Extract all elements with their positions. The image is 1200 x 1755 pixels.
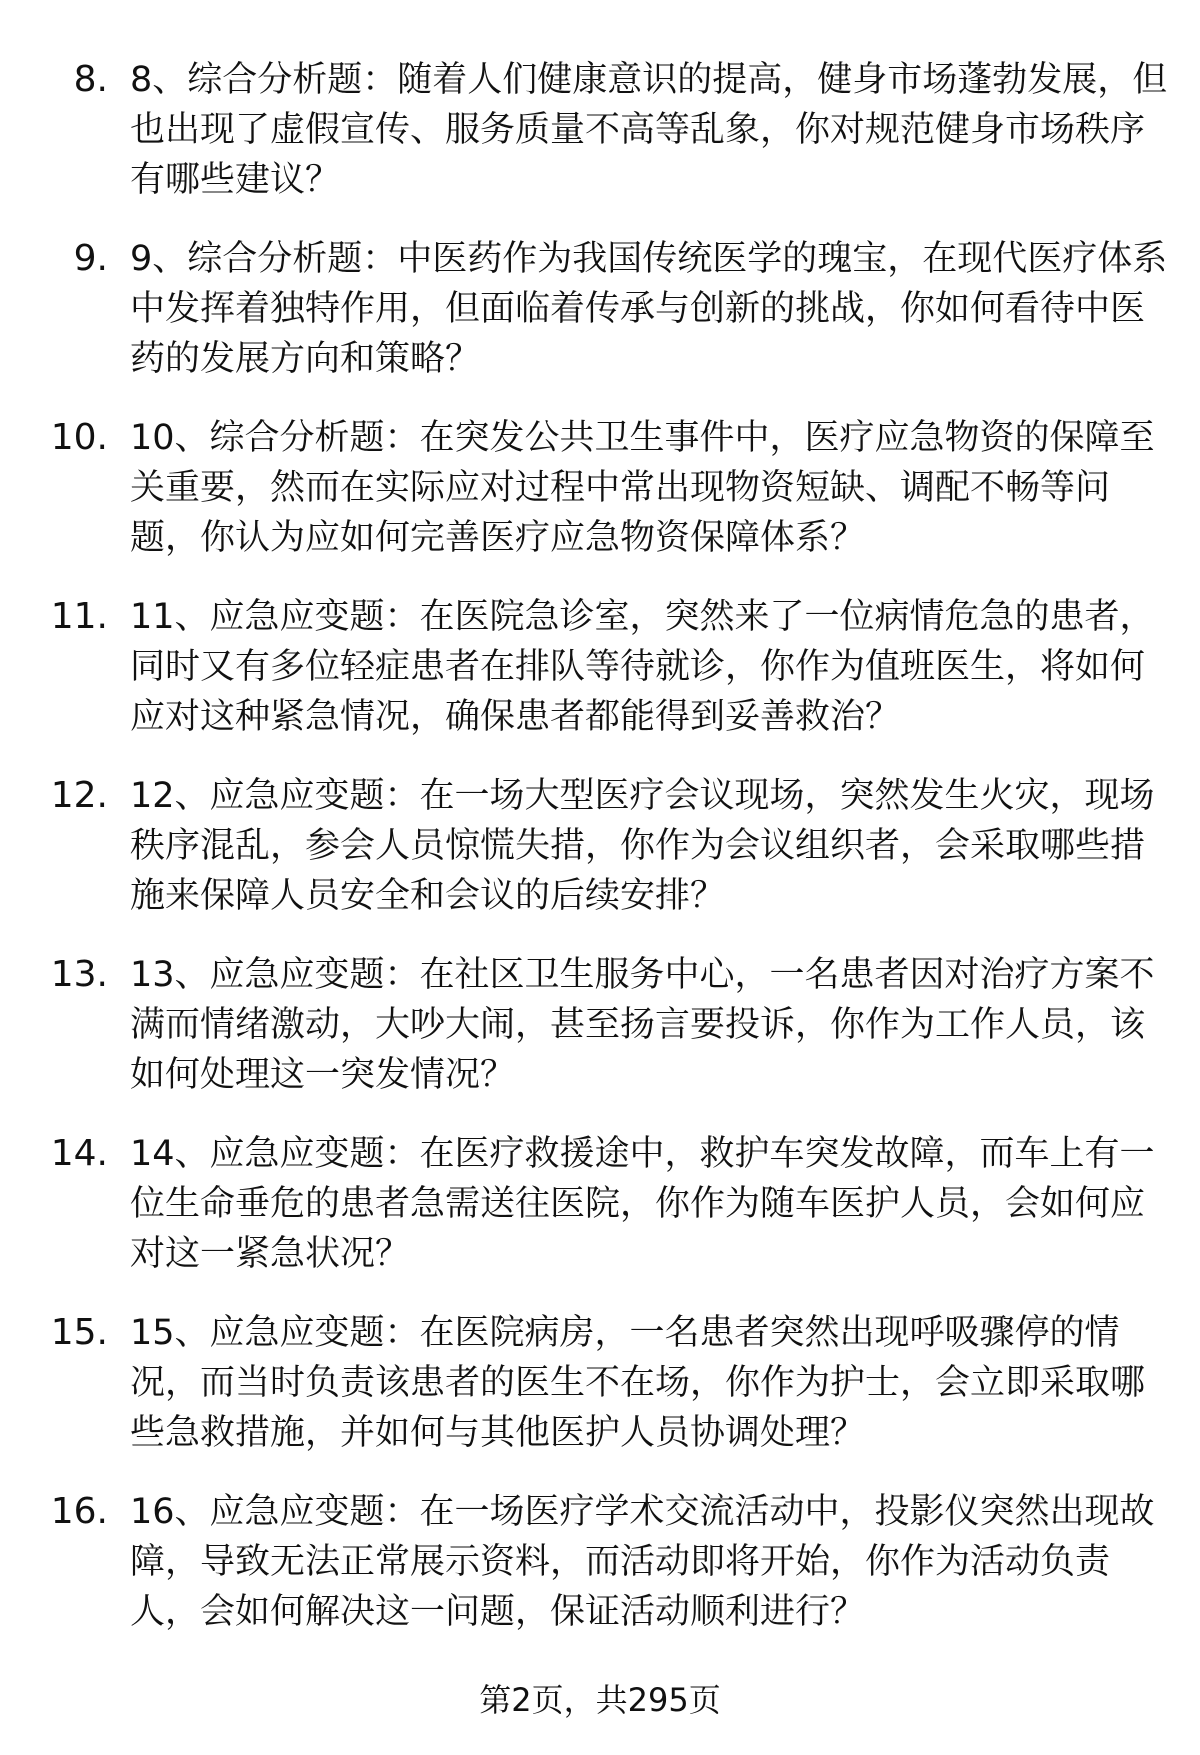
question-item bbox=[0, 234, 1200, 413]
question-item bbox=[0, 1308, 1200, 1487]
question-item bbox=[0, 950, 1200, 1129]
question-text: 11、应急应变题：在医院急诊室，突然来了一位病情危急的患者，同时又有多位轻症患者在排队等待就诊，你作为值班医生，将如何应对这种紧急情况，确保患者都能得到妥善救治？ bbox=[130, 597, 1155, 737]
question-text: 13、应急应变题：在社区卫生服务中心，一名患者因对治疗方案不满而情绪激动，大吵大闹，甚至扬言要投诉，你作为工作人员，该如何处理这一突发情况？ bbox=[130, 955, 1155, 1095]
question-text: 15、应急应变题：在医院病房，一名患者突然出现呼吸骤停的情况，而当时负责该患者的医生不在场，你作为护士，会立即采取哪些急救措施，并如何与其他医护人员协调处理？ bbox=[130, 1313, 1146, 1453]
question-item bbox=[0, 1487, 1200, 1666]
question-item bbox=[0, 55, 1200, 234]
question-number: 16. bbox=[50, 1491, 108, 1532]
question-number: 15. bbox=[50, 1312, 108, 1353]
question-item bbox=[0, 1129, 1200, 1308]
question-number: 12. bbox=[50, 775, 108, 816]
question-number: 13. bbox=[50, 954, 108, 995]
question-text: 16、应急应变题：在一场医疗学术交流活动中，投影仪突然出现故障，导致无法正常展示资料，而活动即将开始，你作为活动负责人，会如何解决这一问题，保证活动顺利进行？ bbox=[130, 1492, 1155, 1632]
question-text: 9、综合分析题：中医药作为我国传统医学的瑰宝，在现代医疗体系中发挥着独特作用，但面临着传承与创新的挑战，你如何看待中医药的发展方向和策略？ bbox=[130, 239, 1168, 379]
question-text: 8、综合分析题：随着人们健康意识的提高，健身市场蓬勃发展，但也出现了虚假宣传、服务质量不高等乱象，你对规范健身市场秩序有哪些建议？ bbox=[130, 60, 1168, 200]
question-number: 14. bbox=[50, 1133, 108, 1174]
question-number: 9. bbox=[73, 238, 108, 279]
question-text: 12、应急应变题：在一场大型医疗会议现场，突然发生火灾，现场秩序混乱，参会人员惊慌失措，你作为会议组织者，会采取哪些措施来保障人员安全和会议的后续安排？ bbox=[130, 776, 1155, 916]
question-number: 11. bbox=[50, 596, 108, 637]
page-footer: 第2页，共295页 bbox=[479, 1681, 721, 1719]
question-text: 10、综合分析题：在突发公共卫生事件中，医疗应急物资的保障至关重要，然而在实际应对过程中常出现物资短缺、调配不畅等问题，你认为应如何完善医疗应急物资保障体系？ bbox=[130, 418, 1155, 558]
question-number: 10. bbox=[50, 417, 108, 458]
question-item bbox=[0, 771, 1200, 950]
question-text: 14、应急应变题：在医疗救援途中，救护车突发故障，而车上有一位生命垂危的患者急需送往医院，你作为随车医护人员，会如何应对这一紧急状况？ bbox=[130, 1134, 1155, 1274]
question-number: 8. bbox=[73, 59, 108, 100]
question-item bbox=[0, 592, 1200, 771]
question-item bbox=[0, 413, 1200, 592]
question-list bbox=[0, 55, 1200, 1666]
